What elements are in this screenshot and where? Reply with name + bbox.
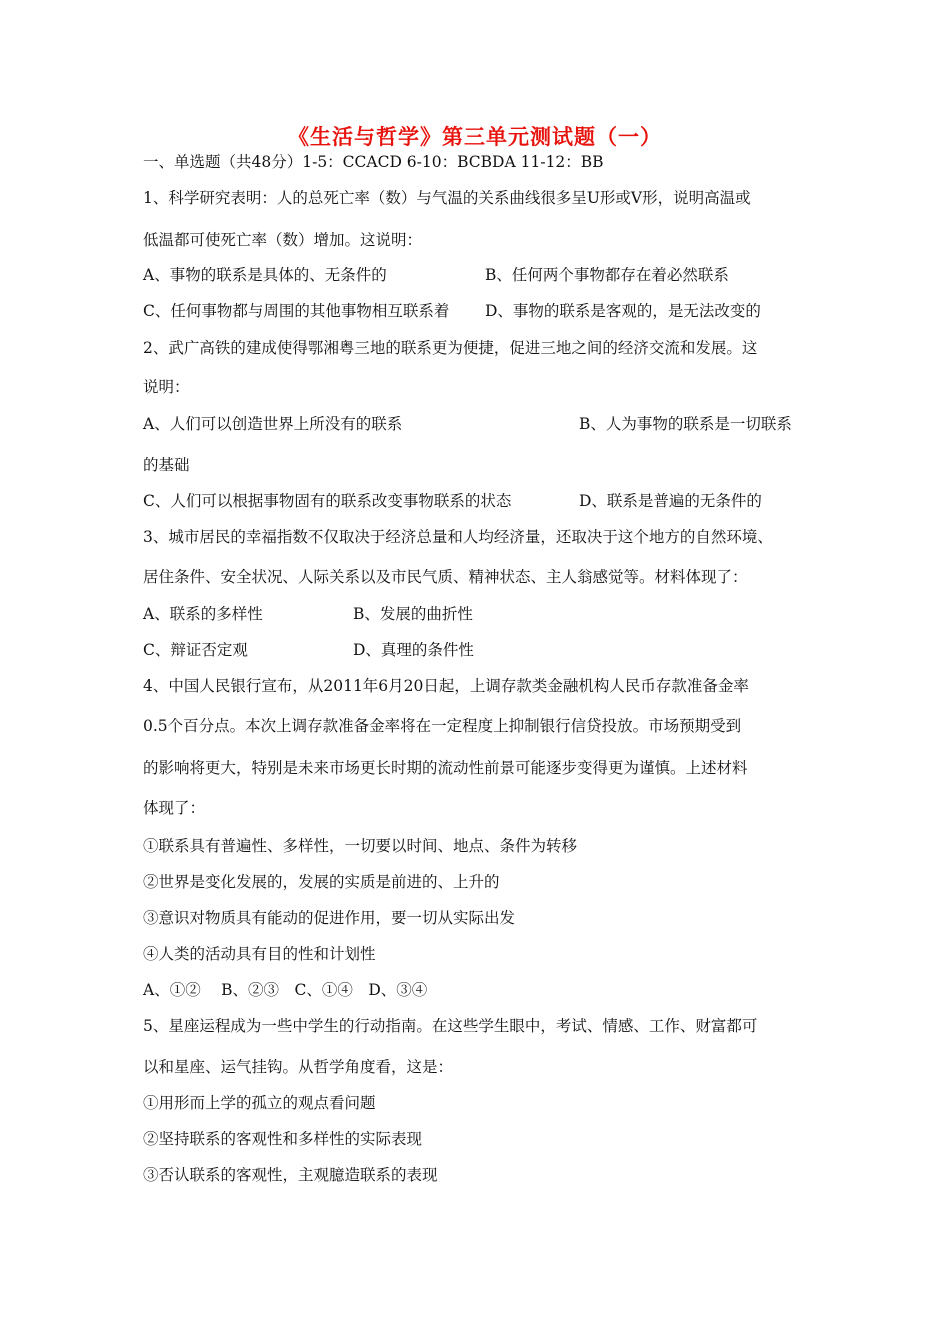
q4-stem-line3: 的影响将更大，特别是未来市场更长时期的流动性前景可能逐步变得更为谨慎。上述材料 <box>143 759 748 777</box>
q2-option-a: A、人们可以创造世界上所没有的联系 <box>143 415 403 433</box>
q5-item-2: ②坚持联系的客观性和多样性的实际表现 <box>143 1130 423 1148</box>
q3-option-c: C、辩证否定观 <box>143 641 248 659</box>
q5-item-1: ①用形而上学的孤立的观点看问题 <box>143 1094 376 1112</box>
q2-option-c: C、人们可以根据事物固有的联系改变事物联系的状态 <box>143 492 512 510</box>
q2-option-b-continued: 的基础 <box>143 456 190 474</box>
q4-item-1: ①联系具有普遍性、多样性，一切要以时间、地点、条件为转移 <box>143 837 578 855</box>
section-header: 一、单选题（共48分）1-5：CCACD 6-10：BCBDA 11-12：BB <box>143 153 604 171</box>
q4-stem-line2: 0.5个百分点。本次上调存款准备金率将在一定程度上抑制银行信贷投放。市场预期受到 <box>143 717 742 735</box>
q5-item-3: ③否认联系的客观性，主观臆造联系的表现 <box>143 1166 438 1184</box>
q4-item-3: ③意识对物质具有能动的促进作用，要一切从实际出发 <box>143 909 516 927</box>
q2-stem-line2: 说明： <box>143 378 190 396</box>
q1-stem-line2: 低温都可使死亡率（数）增加。这说明： <box>143 231 423 249</box>
q4-item-4: ④人类的活动具有目的性和计划性 <box>143 945 376 963</box>
q3-option-a: A、联系的多样性 <box>143 605 263 623</box>
q5-stem-line1: 5、星座运程成为一些中学生的行动指南。在这些学生眼中，考试、情感、工作、财富都可 <box>143 1017 758 1035</box>
q2-stem-line1: 2、武广高铁的建成使得鄂湘粤三地的联系更为便捷，促进三地之间的经济交流和发展。这 <box>143 339 758 357</box>
q2-option-d: D、联系是普遍的无条件的 <box>579 492 762 510</box>
q1-option-a: A、事物的联系是具体的、无条件的 <box>143 266 387 284</box>
q1-stem-line1: 1、科学研究表明：人的总死亡率（数）与气温的关系曲线很多呈U形或V形，说明高温或 <box>143 189 751 207</box>
q2-option-b: B、人为事物的联系是一切联系 <box>579 415 792 433</box>
q3-stem-line1: 3、城市居民的幸福指数不仅取决于经济总量和人均经济量，还取决于这个地方的自然环境、 <box>143 528 773 546</box>
page-title: 《生活与哲学》第三单元测试题（一） <box>288 125 662 149</box>
q3-stem-line2: 居住条件、安全状况、人际关系以及市民气质、精神状态、主人翁感觉等。材料体现了： <box>143 568 748 586</box>
q3-option-d: D、真理的条件性 <box>353 641 474 659</box>
q1-option-c: C、任何事物都与周围的其他事物相互联系着 <box>143 302 450 320</box>
q5-stem-line2: 以和星座、运气挂钩。从哲学角度看，这是： <box>143 1058 454 1076</box>
q4-stem-line1: 4、中国人民银行宣布，从2011年6月20日起，上调存款类金融机构人民币存款准备金率 <box>143 677 749 695</box>
q4-options: A、①② B、②③ C、①④ D、③④ <box>143 981 428 999</box>
q4-item-2: ②世界是变化发展的，发展的实质是前进的、上升的 <box>143 873 500 891</box>
q4-stem-line4: 体现了： <box>143 799 206 817</box>
q3-option-b: B、发展的曲折性 <box>353 605 473 623</box>
q1-option-b: B、任何两个事物都存在着必然联系 <box>485 266 729 284</box>
q1-option-d: D、事物的联系是客观的，是无法改变的 <box>485 302 761 320</box>
